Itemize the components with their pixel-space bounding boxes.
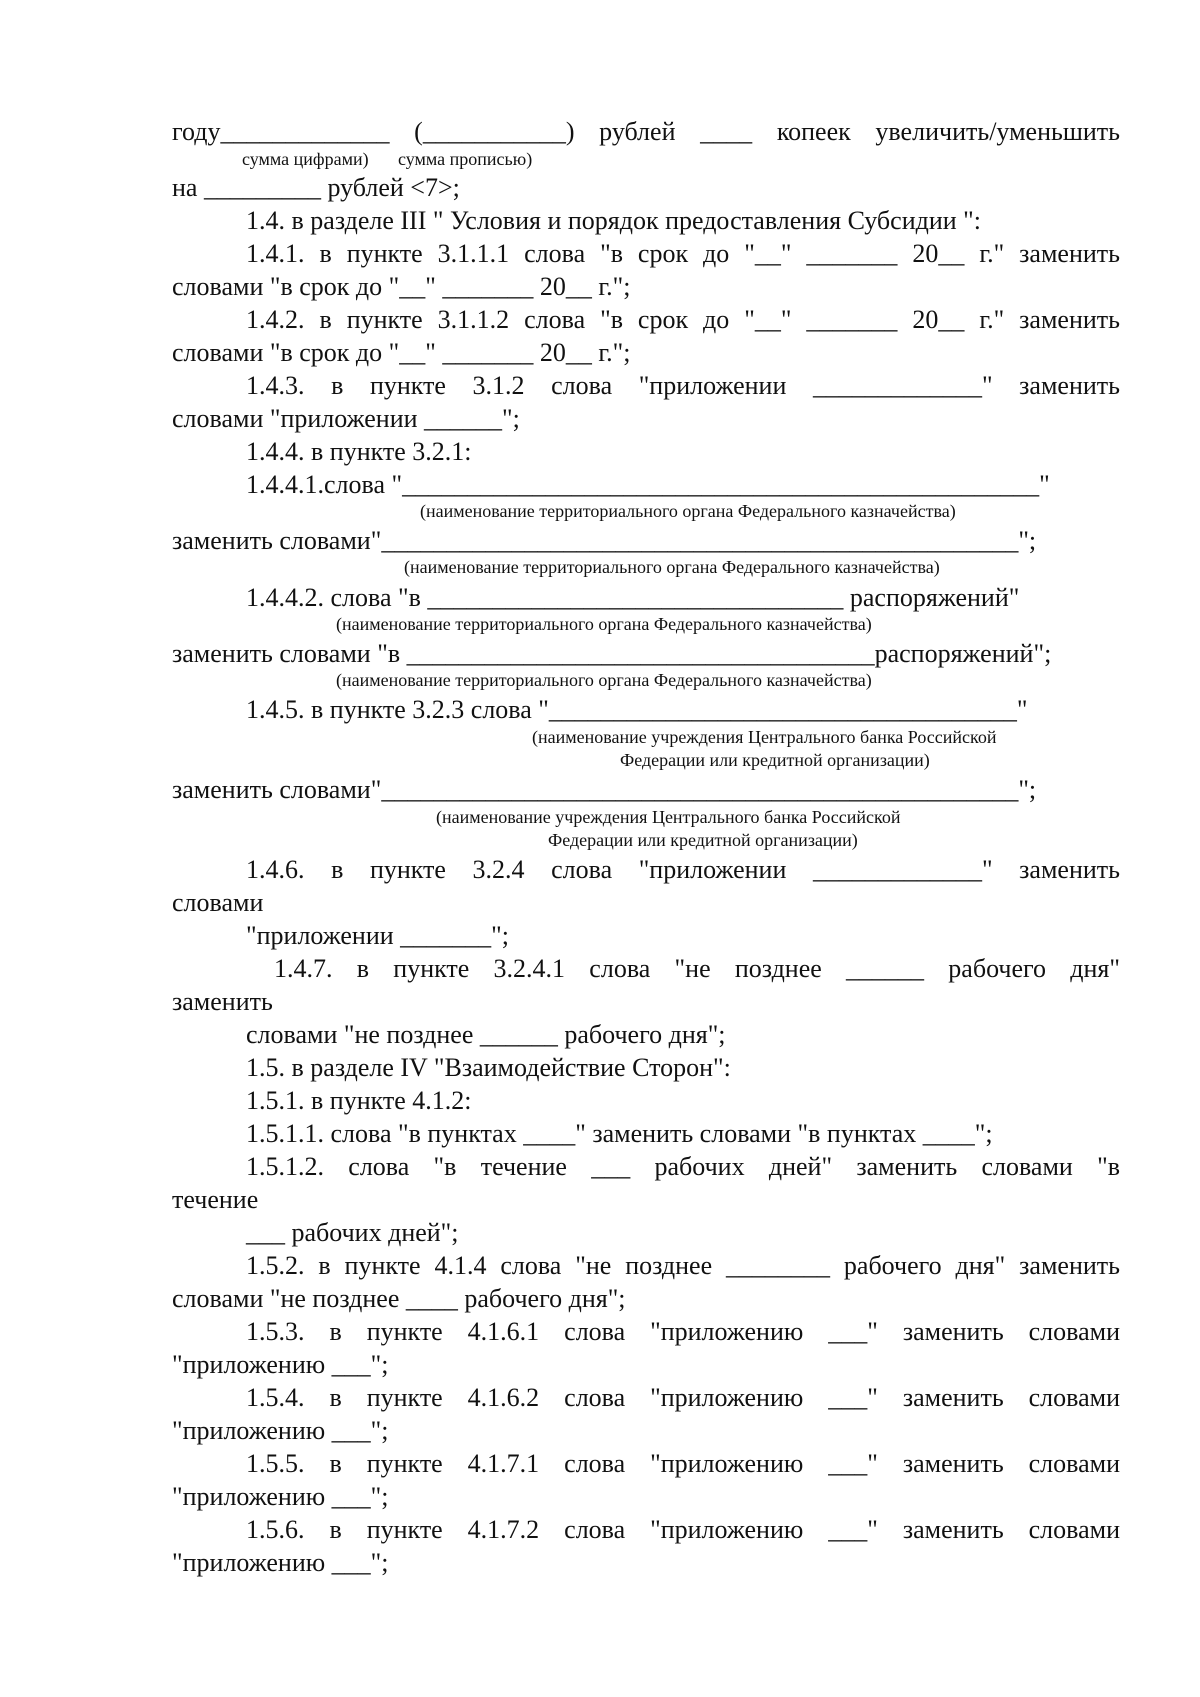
caption-bank: (наименование учреждения Центрального банка Российской	[436, 807, 901, 827]
caption-bank: (наименование учреждения Центрального банка Российской	[532, 727, 997, 747]
text-line: 1.5. в разделе IV "Взаимодействие Сторон":	[246, 1053, 731, 1082]
text-line: 1.5.1. в пункте 4.1.2:	[246, 1086, 472, 1115]
text-line: 1.4. в разделе III " Условия и порядок предоставления Субсидии ":	[246, 206, 981, 235]
text-line: на _________ рублей <7>;	[172, 173, 460, 202]
caption-bank: Федерации или кредитной организации)	[548, 830, 858, 850]
caption-treasury: (наименование территориального органа Федерального казначейства)	[420, 501, 956, 521]
text-line: словами "в срок до "__" _______ 20__ г.";	[172, 338, 631, 367]
caption-treasury: (наименование территориального органа Федерального казначейства)	[336, 670, 872, 690]
text-line: 1.5.1.1. слова "в пунктах ____" заменить словами "в пунктах ____";	[246, 1119, 993, 1148]
text-line: 1.5.4. в пункте 4.1.6.2 слова "приложению ___" заменить словами	[246, 1383, 1120, 1412]
text-line: 1.4.4.1.слова "_________________________________________________"	[246, 470, 1050, 499]
caption-treasury: (наименование территориального органа Федерального казначейства)	[404, 557, 940, 577]
text-line: заменить	[172, 987, 273, 1016]
text-line: 1.5.1.2. слова "в течение ___ рабочих дней" заменить словами "в	[246, 1152, 1120, 1181]
text-line: 1.5.2. в пункте 4.1.4 слова "не позднее ________ рабочего дня" заменить	[246, 1251, 1120, 1280]
text-line: течение	[172, 1185, 259, 1214]
text-line: 1.4.5. в пункте 3.2.3 слова "____________________________________"	[246, 695, 1028, 724]
caption-bank: Федерации или кредитной организации)	[620, 750, 930, 770]
text-line: заменить словами"_________________________________________________";	[172, 526, 1037, 555]
text-line: "приложении _______";	[246, 921, 510, 950]
text-line: 1.4.4. в пункте 3.2.1:	[246, 437, 472, 466]
text-line: "приложению ___";	[172, 1416, 389, 1445]
text-line: словами	[172, 888, 264, 917]
text-line: "приложению ___";	[172, 1548, 389, 1577]
text-line: 1.5.3. в пункте 4.1.6.1 слова "приложению ___" заменить словами	[246, 1317, 1120, 1346]
text-line: словами "не позднее ______ рабочего дня";	[246, 1020, 726, 1049]
text-line: 1.4.3. в пункте 3.1.2 слова "приложении _____________" заменить	[246, 371, 1120, 400]
text-line: "приложению ___";	[172, 1350, 389, 1379]
text-line: словами "не позднее ____ рабочего дня";	[172, 1284, 626, 1313]
text-line: 1.5.5. в пункте 4.1.7.1 слова "приложению ___" заменить словами	[246, 1449, 1120, 1478]
text-line: 1.4.6. в пункте 3.2.4 слова "приложении _____________" заменить	[246, 855, 1120, 884]
caption-sum-digits: сумма цифрами)	[242, 149, 369, 169]
text-line: 1.4.2. в пункте 3.1.1.2 слова "в срок до "__" _______ 20__ г." заменить	[246, 305, 1120, 334]
text-line: "приложению ___";	[172, 1482, 389, 1511]
text-line: 1.4.1. в пункте 3.1.1.1 слова "в срок до "__" _______ 20__ г." заменить	[246, 239, 1120, 268]
text-line: словами "приложении ______";	[172, 404, 520, 433]
text-line: заменить словами"_________________________________________________";	[172, 775, 1037, 804]
text-line: 1.4.7. в пункте 3.2.4.1 слова "не позднее ______ рабочего дня"	[274, 954, 1120, 983]
text-line: году_____________ (___________) рублей ____ копеек увеличить/уменьшить	[172, 117, 1120, 146]
text-line: заменить словами "в ____________________________________распоряжений";	[172, 639, 1052, 668]
text-line: 1.4.4.2. слова "в ________________________________ распоряжений"	[246, 583, 1020, 612]
caption-sum-words: сумма прописью)	[398, 149, 533, 169]
text-line: ___ рабочих дней";	[246, 1218, 459, 1247]
text-line: 1.5.6. в пункте 4.1.7.2 слова "приложению ___" заменить словами	[246, 1515, 1120, 1544]
text-line: словами "в срок до "__" _______ 20__ г.";	[172, 272, 631, 301]
caption-treasury: (наименование территориального органа Федерального казначейства)	[336, 614, 872, 634]
